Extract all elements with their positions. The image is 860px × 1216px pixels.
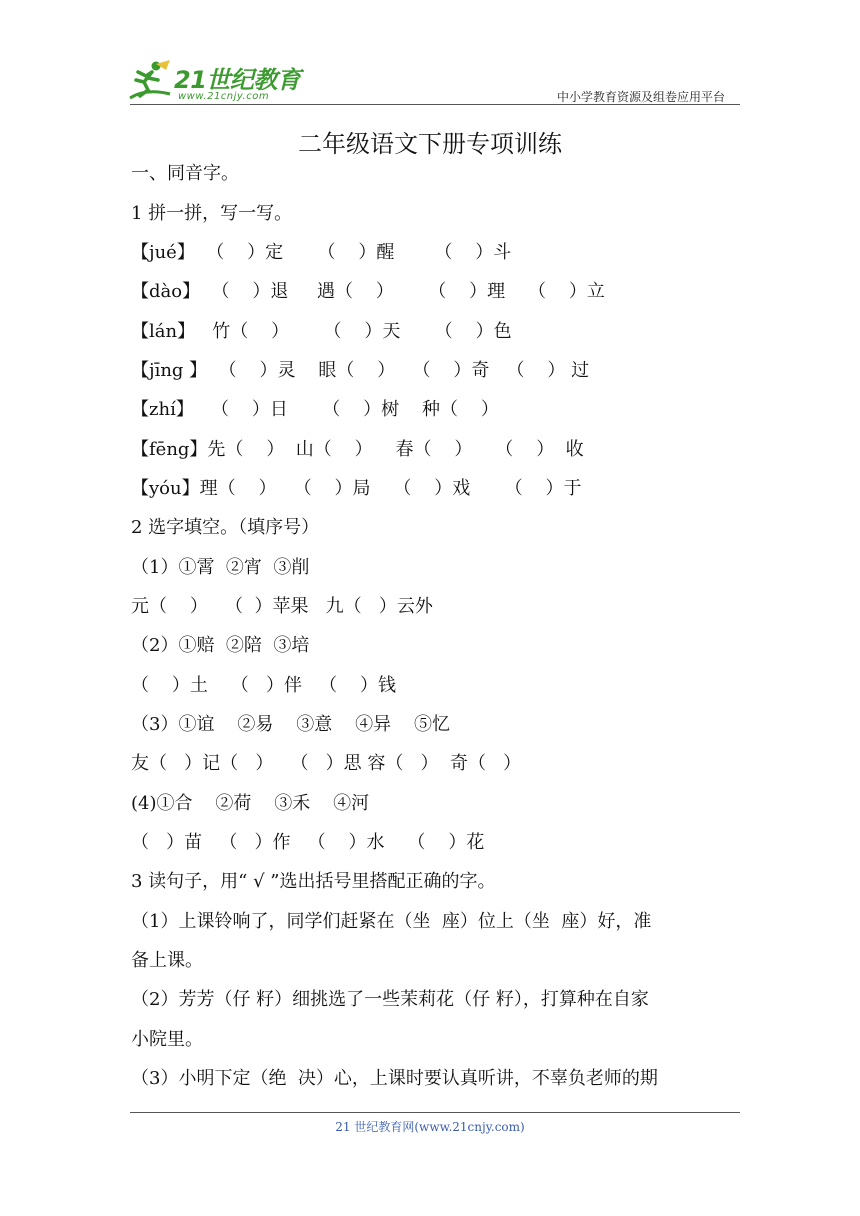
page-title: 二年级语文下册专项训练 [298, 130, 562, 158]
exercise-line: 【jīng 】 （ ）灵 眼（ ） （ ）奇 （ ） 过 [131, 360, 590, 381]
exercise-line: （2）芳芳（仔 籽）细挑选了一些茉莉花（仔 籽），打算种在自家 [131, 989, 649, 1010]
exercise-line: （3）①谊 ②易 ③意 ④异 ⑤忆 [131, 714, 450, 735]
exercise-line: （2）①赔 ②陪 ③培 [131, 635, 310, 656]
exercise-line: 元（ ） （ ）苹果 九（ ）云外 [131, 596, 433, 617]
exercise-line: （3）小明下定（绝 决）心，上课时要认真听讲，不辜负老师的期 [131, 1068, 658, 1089]
footer-divider [130, 1112, 740, 1113]
logo-url: www.21cnjy.com [178, 91, 270, 102]
brand-logo [126, 58, 301, 108]
header-tagline: 中小学教育资源及组卷应用平台 [556, 90, 725, 104]
exercise-line: （ ）土 （ ）伴 （ ）钱 [131, 675, 396, 696]
header-divider [130, 104, 740, 105]
exercise-line: 小院里。 [131, 1029, 203, 1050]
exercise-line: 【zhí】 （ ）日 （ ）树 种（ ） [131, 399, 499, 420]
question-heading: 2 选字填空。（填序号） [131, 517, 320, 538]
exercise-line: 【lán】 竹（ ） （ ）天 （ ）色 [131, 321, 512, 342]
exercise-line: （1）①霄 ②宵 ③削 [131, 557, 310, 578]
exercise-line: (4)①合 ②荷 ③禾 ④河 [131, 793, 370, 814]
exercise-line: 【yóu】理（ ） （ ）局 （ ）戏 （ ）于 [131, 478, 582, 499]
question-heading: 3 读句子，用“ √ ”选出括号里搭配正确的字。 [131, 871, 496, 892]
footer-text: 21 世纪教育网(www.21cnjy.com) [335, 1120, 525, 1134]
question-heading: 1 拼一拼，写一写。 [131, 203, 293, 224]
logo-wordmark: 21世纪教育 [174, 66, 301, 94]
exercise-line: 【jué】 （ ）定 （ ）醒 （ ）斗 [131, 242, 512, 263]
exercise-line: 友（ ）记（ ） （ ）思 容（ ） 奇（ ） [131, 753, 522, 774]
exercise-line: （1）上课铃响了，同学们赶紧在（坐 座）位上（坐 座）好，准 [131, 911, 652, 932]
runner-icon [126, 58, 176, 104]
exercise-line: 【dào】 （ ）退 遇（ ） （ ）理 （ ）立 [131, 281, 605, 302]
exercise-line: （ ）苗 （ ）作 （ ）水 （ ）花 [131, 832, 485, 853]
exercise-line: 备上课。 [131, 950, 203, 971]
exercise-line: 【fēng】先（ ） 山（ ） 春（ ） （ ） 收 [131, 439, 584, 460]
section-heading: 一、同音字。 [131, 163, 239, 184]
